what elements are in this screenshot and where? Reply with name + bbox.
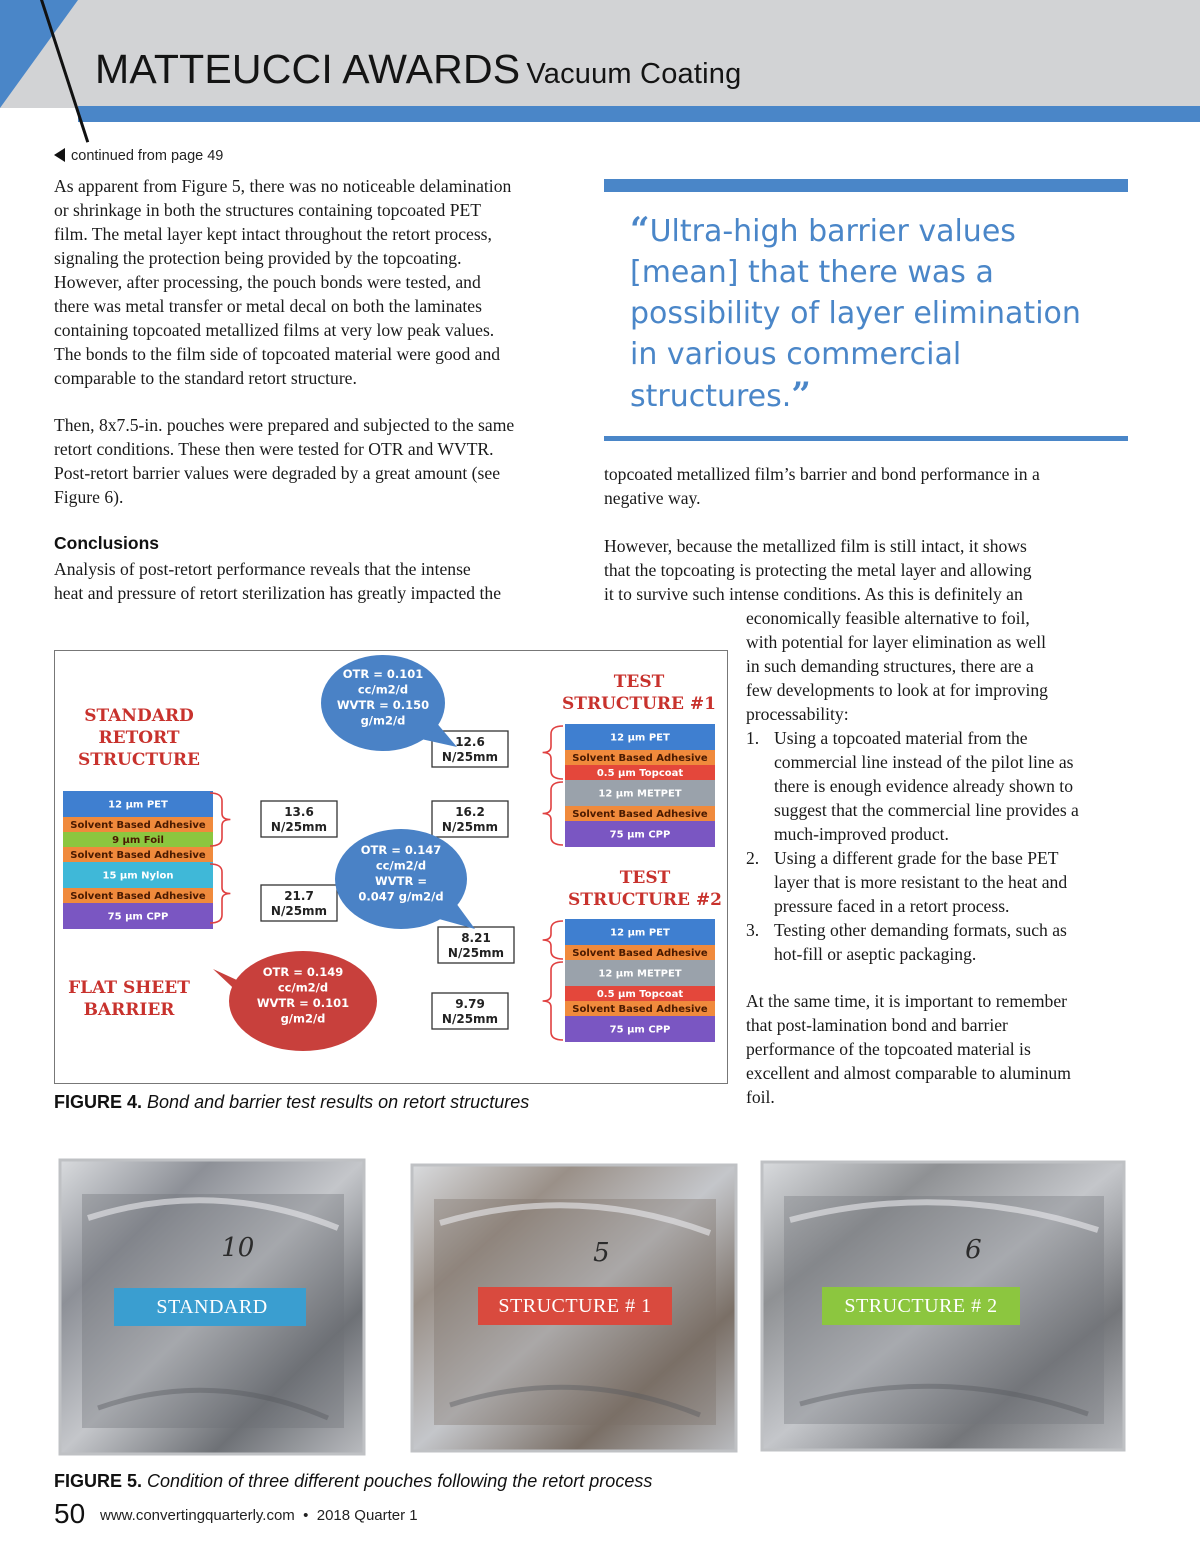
- otr-bubble-test1-text: OTR = 0.101: [342, 667, 424, 681]
- test1-layer-label: 75 µm CPP: [609, 829, 671, 841]
- pouch-handwritten-mark: 5: [593, 1238, 610, 1268]
- test1-brace-2: [543, 782, 563, 845]
- test1-bond-2: 16.2: [455, 805, 485, 819]
- test1-brace-1: [543, 726, 563, 779]
- otr-bubble-test2-text: 0.047 g/m2/d: [358, 889, 444, 904]
- test1-layer-label: 12 µm METPET: [598, 788, 682, 800]
- list-item: 3. Testing other demanding formats, such as hot-fill or aseptic packaging.: [746, 920, 1067, 964]
- open-quote-mark: “: [630, 210, 650, 250]
- page-number: 50: [54, 1498, 86, 1529]
- test2-brace-1: [543, 921, 563, 959]
- standard-structure-title: STRUCTURE: [78, 750, 200, 770]
- left-paragraph-3: Analysis of post-retort performance reveals that the intense heat and pressure of retort sterilization has greatly impacted the: [54, 559, 501, 603]
- close-quote-mark: ”: [791, 375, 811, 415]
- test1-layer-label: Solvent Based Adhesive: [572, 809, 708, 820]
- test2-layer-label: 12 µm PET: [610, 927, 670, 939]
- test-structure-2-title: TEST: [619, 868, 671, 888]
- test2-layer-label: 75 µm CPP: [609, 1024, 671, 1036]
- right-paragraph-1: topcoated metallized film’s barrier and bond performance in a negative way.: [604, 464, 1040, 508]
- test1-layer-label: 0.5 µm Topcoat: [596, 768, 684, 779]
- footer-info: www.convertingquarterly.com • 2018 Quarter 1: [100, 1507, 418, 1524]
- otr-bubble-flat-sheet-text: cc/m2/d: [277, 980, 329, 995]
- standard-layer-label: 75 µm CPP: [107, 911, 169, 923]
- flat-sheet-title: FLAT SHEET: [68, 978, 190, 998]
- left-paragraph-1: As apparent from Figure 5, there was no noticeable delamination or shrinkage in both the structures containing topcoated PET film. The metal layer kept intact throughout the retort process, signaling the protection being provided by the topcoating. However, after processing, the pouch bonds were tested, and there was metal transfer or metal decal on both the laminates containing topcoated metallized films at very low peak values. The bonds to the film side of topcoated material were good and comparable to the standard retort structure.: [54, 176, 512, 388]
- figure-5-caption: FIGURE 5. Condition of three different pouches following the retort process: [54, 1471, 653, 1491]
- test-structure-1-title: STRUCTURE #1: [562, 694, 716, 714]
- otr-bubble-test2-text: WVTR =: [375, 874, 427, 888]
- test2-bond-1: 8.21: [461, 931, 491, 945]
- standard-layer-label: 12 µm PET: [108, 799, 168, 811]
- standard-layer-label: Solvent Based Adhesive: [70, 891, 206, 902]
- otr-bubble-test1-text: g/m2/d: [360, 713, 406, 728]
- standard-bond-2: 21.7: [284, 889, 314, 903]
- test-structure-1-title: TEST: [613, 672, 665, 692]
- footer-issue: 2018 Quarter 1: [316, 1507, 418, 1524]
- standard-bond-2: N/25mm: [270, 904, 328, 918]
- otr-bubble-flat-sheet-text: OTR = 0.149: [262, 965, 344, 979]
- test2-layer-label: 0.5 µm Topcoat: [596, 989, 684, 1000]
- test2-bond-1: N/25mm: [447, 946, 505, 960]
- standard-structure-title: STANDARD: [84, 706, 194, 726]
- test1-layer-label: Solvent Based Adhesive: [572, 753, 708, 764]
- test1-layer-label: 12 µm PET: [610, 732, 670, 744]
- standard-layer-label: Solvent Based Adhesive: [70, 820, 206, 831]
- pullquote-top-rule: [604, 179, 1128, 192]
- test1-bond-1: N/25mm: [441, 750, 499, 764]
- test1-bond-2: N/25mm: [441, 820, 499, 834]
- test1-bond-1: 12.6: [455, 735, 485, 749]
- standard-bond-1: N/25mm: [270, 820, 328, 834]
- right-paragraph-2: However, because the metallized film is still intact, it shows that the topcoating is protecting the metal layer and allowing it to survive such intense conditions. As this is definitely an: [604, 536, 1032, 604]
- standard-layer-label: Solvent Based Adhesive: [70, 850, 206, 861]
- conclusions-heading: Conclusions: [54, 533, 160, 553]
- otr-bubble-test2-text: cc/m2/d: [375, 858, 427, 873]
- otr-bubble-flat-sheet-text: g/m2/d: [280, 1011, 326, 1026]
- header-rule: [78, 106, 1200, 122]
- back-arrow-icon: [54, 148, 65, 162]
- otr-bubble-test1-text: WVTR = 0.150: [336, 698, 430, 712]
- standard-bond-1: 13.6: [284, 805, 314, 819]
- pull-quote: “Ultra-high barrier values [mean] that there was a possibility of layer elimination in various commercial structures.”: [630, 210, 1081, 415]
- standard-brace-2: [210, 864, 230, 923]
- pouch-handwritten-mark: 6: [965, 1235, 982, 1265]
- figure-4-caption: FIGURE 4. Bond and barrier test results on retort structures: [54, 1092, 530, 1112]
- section-subtitle: Vacuum Coating: [526, 58, 742, 90]
- footer-site[interactable]: www.convertingquarterly.com: [100, 1507, 295, 1524]
- test2-layer-label: Solvent Based Adhesive: [572, 1004, 708, 1015]
- section-title: MATTEUCCI AWARDS Vacuum Coating: [95, 46, 742, 92]
- test2-brace-2: [543, 962, 563, 1040]
- pullquote-bottom-rule: [604, 436, 1128, 441]
- test-structure-2-title: STRUCTURE #2: [568, 890, 722, 910]
- pouch-label-structure-1: STRUCTURE # 1: [498, 1295, 652, 1317]
- header-accent: [0, 0, 78, 108]
- otr-bubble-test1-text: cc/m2/d: [357, 682, 409, 697]
- test2-bond-2: N/25mm: [441, 1012, 499, 1026]
- improvement-list: [746, 726, 1079, 966]
- figure-4-diagram: [54, 650, 728, 1084]
- continued-note[interactable]: continued from page 49: [54, 148, 223, 164]
- test2-layer-label: 12 µm METPET: [598, 968, 682, 980]
- standard-layer-label: 9 µm Foil: [112, 835, 164, 846]
- flat-sheet-title: BARRIER: [83, 1000, 175, 1020]
- test2-layer-label: Solvent Based Adhesive: [572, 948, 708, 959]
- right-paragraph-2-cont: economically feasible alternative to foil, with potential for layer elimination as well in such demanding structures, there are a few developments to look at for improving processability:: [746, 608, 1048, 724]
- pouch-handwritten-mark: 10: [221, 1233, 255, 1263]
- right-paragraph-3: At the same time, it is important to remember that post-lamination bond and barrier performance of the topcoated material is excellent and almost comparable to aluminum foil.: [746, 991, 1071, 1107]
- standard-layer-label: 15 µm Nylon: [102, 870, 174, 882]
- otr-bubble-flat-sheet-text: WVTR = 0.101: [256, 996, 350, 1010]
- list-item: 1. Using a topcoated material from the commercial line instead of the pilot line as there is enough evidence already shown to suggest that the commercial line provides a much-improved product.: [746, 728, 1079, 844]
- left-paragraph-2: Then, 8x7.5-in. pouches were prepared and subjected to the same retort conditions. These then were tested for OTR and WVTR. Post-retort barrier values were degraded by a great amount (see Figure 6).: [54, 415, 515, 507]
- test2-bond-2: 9.79: [455, 997, 485, 1011]
- pouch-label-standard: STANDARD: [156, 1296, 268, 1318]
- otr-bubble-test2-text: OTR = 0.147: [360, 843, 442, 857]
- pouch-label-structure-2: STRUCTURE # 2: [844, 1295, 998, 1317]
- standard-structure-title: RETORT: [98, 728, 180, 748]
- standard-brace-1: [210, 793, 230, 846]
- list-item: 2. Using a different grade for the base PET layer that is more resistant to the heat and pressure faced in a retort process.: [746, 848, 1068, 916]
